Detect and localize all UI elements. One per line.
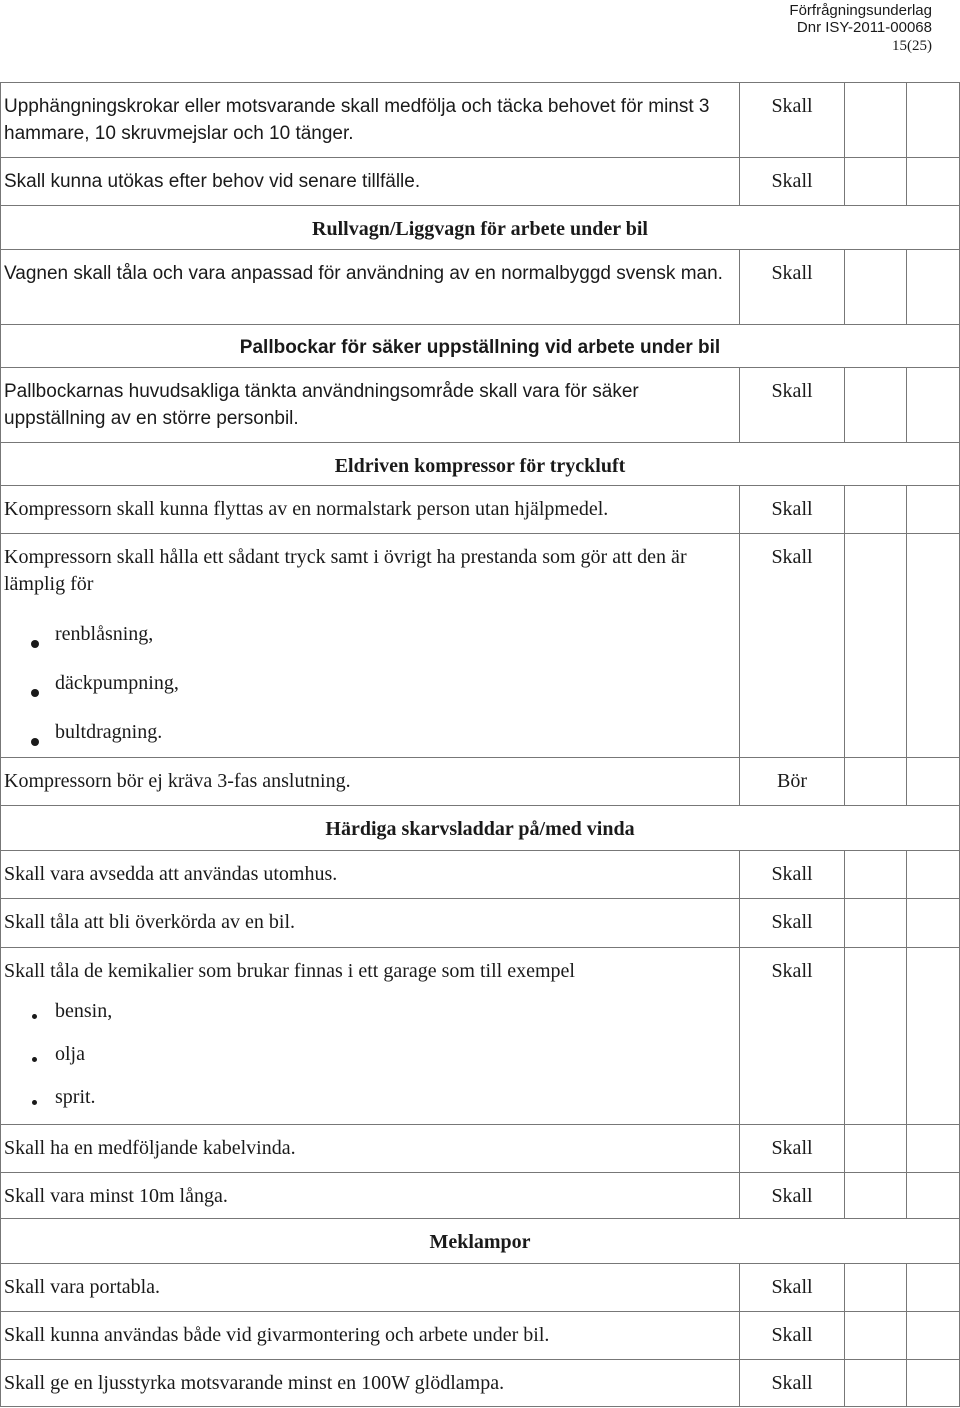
section-header-row — [0, 1219, 960, 1264]
requirement-text: Skall ha en medföljande kabelvinda. — [4, 1137, 296, 1159]
requirement-text: Vagnen skall tåla och vara anpassad för användning av en normalbyggd svensk man. — [4, 263, 723, 284]
list-item: bultdragning. — [1, 717, 739, 766]
requirement-level: Skall — [771, 1137, 813, 1159]
bullet-list — [1, 619, 739, 766]
check-cell-no — [906, 486, 960, 533]
check-cell-yes — [844, 1173, 906, 1218]
table-row — [0, 948, 960, 1125]
table-row — [0, 1264, 960, 1312]
doc-title: Förfrågningsunderlag — [789, 2, 932, 19]
requirement-text: Kompressorn bör ej kräva 3-fas anslutning. — [4, 770, 351, 792]
table-row — [0, 486, 960, 534]
requirement-level: Skall — [771, 262, 813, 284]
table-row — [0, 82, 960, 158]
check-cell-yes — [844, 899, 906, 947]
section-title: Rullvagn/Liggvagn för arbete under bil — [312, 218, 648, 240]
check-cell-no — [906, 83, 960, 157]
requirement-text: Skall ge en ljusstyrka motsvarande minst en 100W glödlampa. — [4, 1372, 505, 1394]
list-item: olja — [1, 1037, 739, 1080]
check-cell-yes — [844, 851, 906, 898]
list-item: däckpumpning, — [1, 668, 739, 717]
table-row — [0, 1173, 960, 1219]
check-cell-yes — [844, 250, 906, 324]
list-item: bensin, — [1, 994, 739, 1037]
section-title: Pallbockar för säker uppställning vid arbete under bil — [239, 337, 721, 358]
requirement-text: Skall vara minst 10m långa. — [4, 1185, 228, 1207]
check-cell-no — [906, 534, 960, 757]
section-header-row — [0, 443, 960, 486]
check-cell-yes — [844, 1264, 906, 1311]
section-header-row — [0, 325, 960, 368]
requirement-level: Skall — [771, 170, 813, 192]
table-row — [0, 368, 960, 443]
check-cell-no — [906, 1360, 960, 1406]
table-row — [0, 899, 960, 948]
check-cell-yes — [844, 1125, 906, 1172]
table-row — [0, 758, 960, 806]
doc-reference-number: Dnr ISY-2011-00068 — [796, 19, 932, 36]
table-row — [0, 851, 960, 899]
requirement-text: Pallbockarnas huvudsakliga tänkta användningsområde skall vara för säker uppställning av en större personbil. — [4, 381, 639, 429]
requirement-level: Skall — [771, 498, 813, 520]
table-row — [0, 1125, 960, 1173]
check-cell-yes — [844, 486, 906, 533]
requirement-level: Skall — [771, 911, 813, 933]
check-cell-no — [906, 250, 960, 324]
check-cell-no — [906, 899, 960, 947]
requirement-level: Skall — [771, 546, 813, 568]
check-cell-no — [906, 851, 960, 898]
table-row — [0, 250, 960, 325]
table-row — [0, 534, 960, 758]
requirements-table — [0, 82, 960, 1408]
section-header-row — [0, 206, 960, 250]
requirement-text: Upphängningskrokar eller motsvarande skall medfölja och täcka behovet för minst 3 hammare, 10 skruvmejslar och 10 tänger. — [4, 96, 710, 144]
check-cell-no — [906, 158, 960, 205]
check-cell-yes — [844, 83, 906, 157]
page-number: 15(25) — [892, 38, 932, 54]
table-row — [0, 1312, 960, 1360]
requirement-level: Skall — [771, 380, 813, 402]
requirement-level: Skall — [771, 1276, 813, 1298]
requirement-level: Skall — [771, 1185, 813, 1207]
check-cell-yes — [844, 368, 906, 442]
requirement-level: Skall — [771, 960, 813, 982]
check-cell-yes — [844, 158, 906, 205]
bullet-list — [1, 994, 739, 1123]
requirement-level: Skall — [771, 1372, 813, 1394]
check-cell-yes — [844, 758, 906, 805]
bullet-icon — [32, 1100, 37, 1105]
section-title: Eldriven kompressor för tryckluft — [334, 455, 626, 477]
requirement-level: Skall — [771, 1324, 813, 1346]
bullet-icon — [32, 1014, 37, 1019]
table-row — [0, 158, 960, 206]
list-item: sprit. — [1, 1080, 739, 1123]
bullet-icon — [31, 640, 39, 648]
check-cell-no — [906, 758, 960, 805]
check-cell-no — [906, 368, 960, 442]
table-row — [0, 1360, 960, 1407]
section-title: Härdiga skarvsladdar på/med vinda — [325, 818, 635, 840]
bullet-icon — [32, 1057, 37, 1062]
check-cell-no — [906, 1312, 960, 1359]
check-cell-no — [906, 948, 960, 1124]
requirement-text: Skall vara avsedda att användas utomhus. — [4, 863, 338, 885]
bullet-icon — [31, 689, 39, 697]
list-item: renblåsning, — [1, 619, 739, 668]
requirement-text: Skall kunna användas både vid givarmontering och arbete under bil. — [4, 1324, 550, 1346]
section-header-row — [0, 806, 960, 851]
requirement-level: Skall — [771, 95, 813, 117]
requirement-text: Kompressorn skall hålla ett sådant tryck samt i övrigt ha prestanda som gör att den är lämplig för — [4, 546, 687, 595]
check-cell-yes — [844, 948, 906, 1124]
requirement-text: Skall vara portabla. — [4, 1276, 161, 1298]
requirement-text: Skall tåla att bli överkörda av en bil. — [4, 911, 296, 933]
section-title: Meklampor — [429, 1231, 531, 1253]
check-cell-yes — [844, 1312, 906, 1359]
bullet-icon — [31, 738, 39, 746]
requirement-level: Skall — [771, 863, 813, 885]
requirement-text: Skall kunna utökas efter behov vid senare tillfälle. — [4, 171, 421, 192]
requirement-text: Skall tåla de kemikalier som brukar finnas i ett garage som till exempel — [4, 960, 575, 982]
check-cell-yes — [844, 534, 906, 757]
check-cell-no — [906, 1125, 960, 1172]
check-cell-yes — [844, 1360, 906, 1406]
check-cell-no — [906, 1264, 960, 1311]
requirement-text: Kompressorn skall kunna flyttas av en normalstark person utan hjälpmedel. — [4, 498, 609, 520]
requirement-level: Bör — [777, 770, 807, 792]
check-cell-no — [906, 1173, 960, 1218]
